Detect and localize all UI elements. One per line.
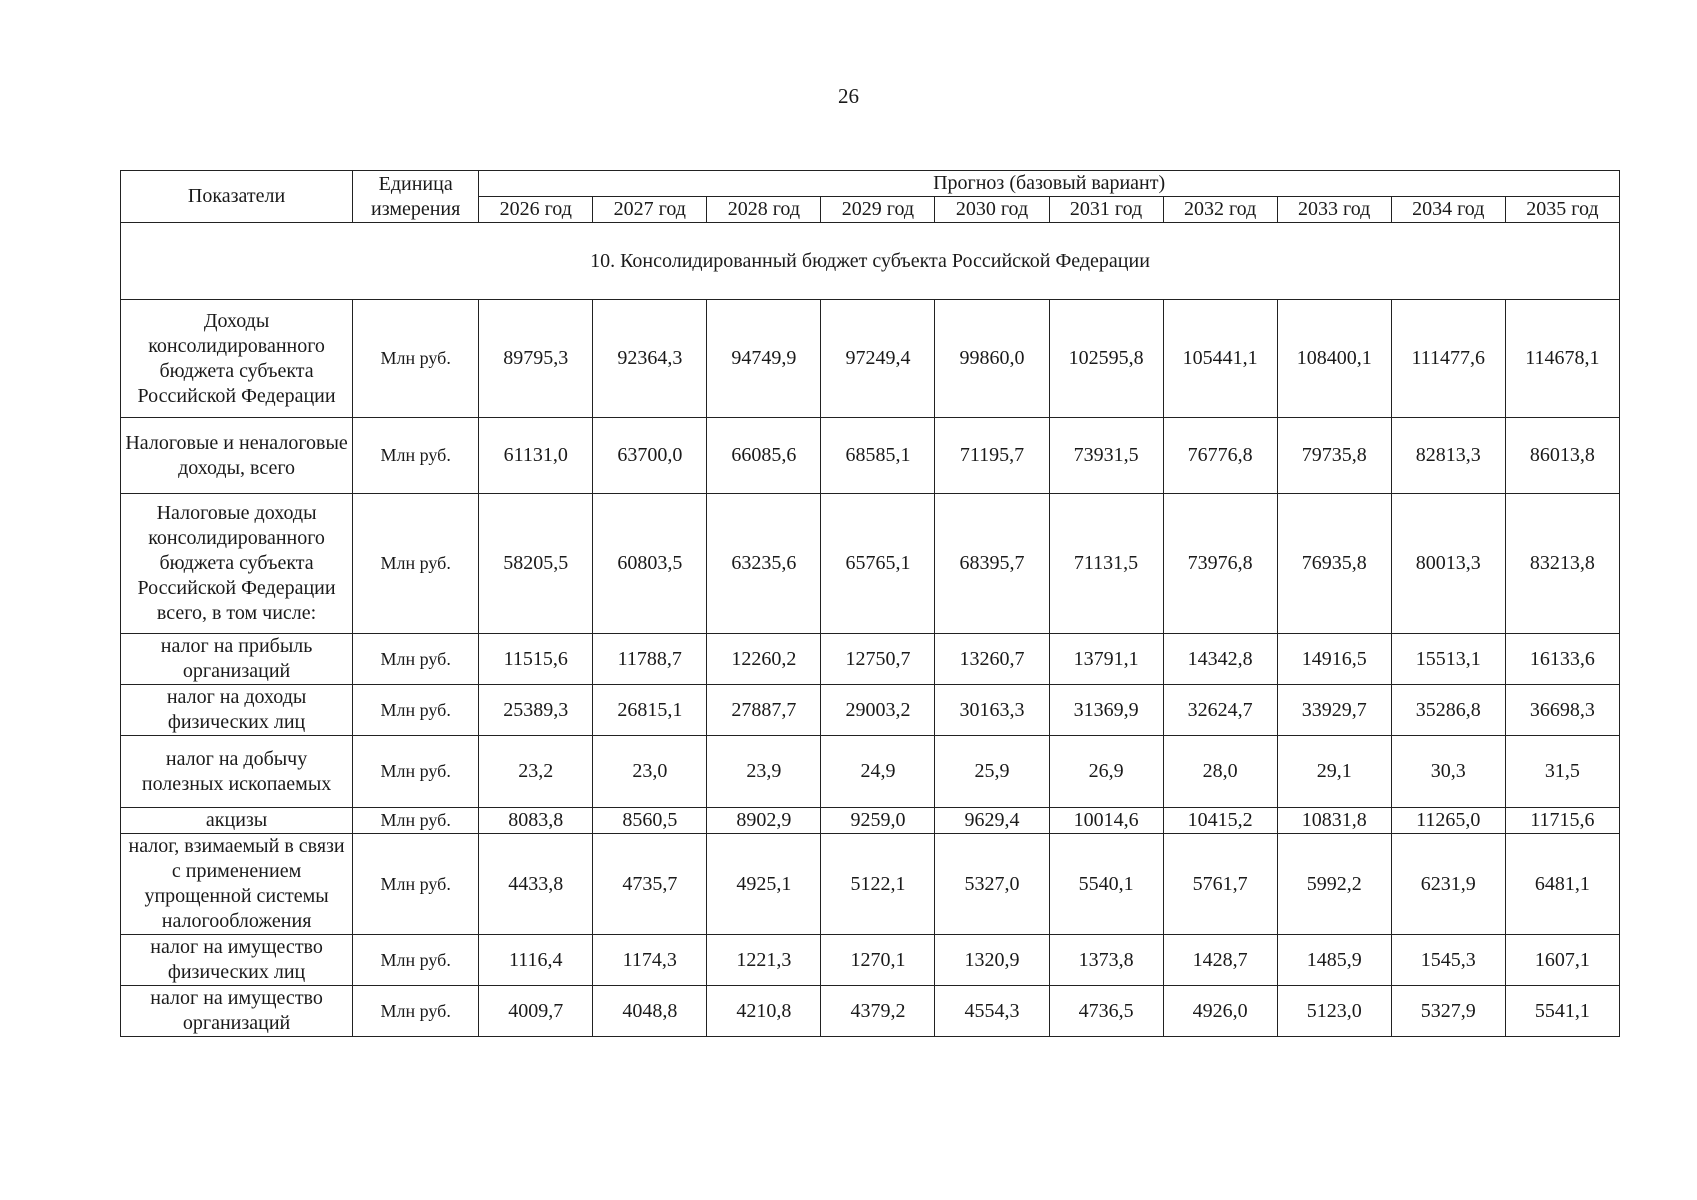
header-forecast: Прогноз (базовый вариант) xyxy=(479,171,1620,197)
row-unit: Млн руб. xyxy=(353,808,479,834)
row-unit: Млн руб. xyxy=(353,418,479,494)
cell-value: 4926,0 xyxy=(1163,986,1277,1037)
row-indicator-name: налог на имущество организаций xyxy=(121,986,353,1037)
cell-value: 27887,7 xyxy=(707,685,821,736)
cell-value: 1545,3 xyxy=(1391,935,1505,986)
row-indicator-name: Доходы консолидированного бюджета субъекта Российской Федерации xyxy=(121,300,353,418)
cell-value: 4210,8 xyxy=(707,986,821,1037)
table-row xyxy=(121,494,1620,634)
cell-value: 63235,6 xyxy=(707,494,821,634)
table-row xyxy=(121,736,1620,808)
table-row xyxy=(121,685,1620,736)
cell-value: 25,9 xyxy=(935,736,1049,808)
cell-value: 4433,8 xyxy=(479,834,593,935)
cell-value: 10415,2 xyxy=(1163,808,1277,834)
cell-value: 8083,8 xyxy=(479,808,593,834)
cell-value: 35286,8 xyxy=(1391,685,1505,736)
cell-value: 30163,3 xyxy=(935,685,1049,736)
table-row xyxy=(121,834,1620,935)
cell-value: 82813,3 xyxy=(1391,418,1505,494)
cell-value: 92364,3 xyxy=(593,300,707,418)
header-year: 2028 год xyxy=(707,197,821,223)
cell-value: 89795,3 xyxy=(479,300,593,418)
cell-value: 11788,7 xyxy=(593,634,707,685)
cell-value: 6231,9 xyxy=(1391,834,1505,935)
cell-value: 76776,8 xyxy=(1163,418,1277,494)
row-unit: Млн руб. xyxy=(353,935,479,986)
cell-value: 4554,3 xyxy=(935,986,1049,1037)
row-unit: Млн руб. xyxy=(353,986,479,1037)
cell-value: 68395,7 xyxy=(935,494,1049,634)
header-year: 2032 год xyxy=(1163,197,1277,223)
cell-value: 10014,6 xyxy=(1049,808,1163,834)
table-row xyxy=(121,300,1620,418)
header-indicators: Показатели xyxy=(121,171,353,223)
cell-value: 9259,0 xyxy=(821,808,935,834)
cell-value: 60803,5 xyxy=(593,494,707,634)
cell-value: 63700,0 xyxy=(593,418,707,494)
cell-value: 111477,6 xyxy=(1391,300,1505,418)
cell-value: 5540,1 xyxy=(1049,834,1163,935)
cell-value: 1221,3 xyxy=(707,935,821,986)
cell-value: 1485,9 xyxy=(1277,935,1391,986)
cell-value: 23,9 xyxy=(707,736,821,808)
cell-value: 79735,8 xyxy=(1277,418,1391,494)
table-row xyxy=(121,634,1620,685)
cell-value: 4048,8 xyxy=(593,986,707,1037)
cell-value: 5122,1 xyxy=(821,834,935,935)
cell-value: 33929,7 xyxy=(1277,685,1391,736)
header-year: 2029 год xyxy=(821,197,935,223)
cell-value: 1270,1 xyxy=(821,935,935,986)
row-indicator-name: налог на добычу полезных ископаемых xyxy=(121,736,353,808)
cell-value: 97249,4 xyxy=(821,300,935,418)
cell-value: 73931,5 xyxy=(1049,418,1163,494)
row-unit: Млн руб. xyxy=(353,300,479,418)
table-row xyxy=(121,986,1620,1037)
row-unit: Млн руб. xyxy=(353,634,479,685)
cell-value: 94749,9 xyxy=(707,300,821,418)
cell-value: 4735,7 xyxy=(593,834,707,935)
cell-value: 5327,9 xyxy=(1391,986,1505,1037)
table-row xyxy=(121,418,1620,494)
cell-value: 11515,6 xyxy=(479,634,593,685)
row-unit: Млн руб. xyxy=(353,834,479,935)
cell-value: 30,3 xyxy=(1391,736,1505,808)
row-indicator-name: акцизы xyxy=(121,808,353,834)
cell-value: 6481,1 xyxy=(1505,834,1619,935)
cell-value: 28,0 xyxy=(1163,736,1277,808)
cell-value: 73976,8 xyxy=(1163,494,1277,634)
cell-value: 24,9 xyxy=(821,736,935,808)
cell-value: 11715,6 xyxy=(1505,808,1619,834)
cell-value: 25389,3 xyxy=(479,685,593,736)
header-year: 2035 год xyxy=(1505,197,1619,223)
cell-value: 1174,3 xyxy=(593,935,707,986)
cell-value: 13791,1 xyxy=(1049,634,1163,685)
cell-value: 8902,9 xyxy=(707,808,821,834)
cell-value: 36698,3 xyxy=(1505,685,1619,736)
cell-value: 114678,1 xyxy=(1505,300,1619,418)
row-unit: Млн руб. xyxy=(353,685,479,736)
cell-value: 5541,1 xyxy=(1505,986,1619,1037)
header-year: 2030 год xyxy=(935,197,1049,223)
cell-value: 4736,5 xyxy=(1049,986,1163,1037)
cell-value: 13260,7 xyxy=(935,634,1049,685)
page-number: 26 xyxy=(838,84,859,108)
table-row xyxy=(121,935,1620,986)
forecast-table xyxy=(120,170,1620,1037)
cell-value: 5761,7 xyxy=(1163,834,1277,935)
cell-value: 29003,2 xyxy=(821,685,935,736)
cell-value: 76935,8 xyxy=(1277,494,1391,634)
cell-value: 1607,1 xyxy=(1505,935,1619,986)
row-indicator-name: Налоговые и неналоговые доходы, всего xyxy=(121,418,353,494)
cell-value: 83213,8 xyxy=(1505,494,1619,634)
cell-value: 8560,5 xyxy=(593,808,707,834)
section-title: 10. Консолидированный бюджет субъекта Российской Федерации xyxy=(121,223,1620,300)
cell-value: 5123,0 xyxy=(1277,986,1391,1037)
cell-value: 32624,7 xyxy=(1163,685,1277,736)
cell-value: 58205,5 xyxy=(479,494,593,634)
cell-value: 16133,6 xyxy=(1505,634,1619,685)
cell-value: 31,5 xyxy=(1505,736,1619,808)
cell-value: 71131,5 xyxy=(1049,494,1163,634)
cell-value: 105441,1 xyxy=(1163,300,1277,418)
row-indicator-name: налог на доходы физических лиц xyxy=(121,685,353,736)
cell-value: 1320,9 xyxy=(935,935,1049,986)
header-year: 2033 год xyxy=(1277,197,1391,223)
table-row xyxy=(121,808,1620,834)
cell-value: 1428,7 xyxy=(1163,935,1277,986)
cell-value: 11265,0 xyxy=(1391,808,1505,834)
row-unit: Млн руб. xyxy=(353,736,479,808)
cell-value: 26,9 xyxy=(1049,736,1163,808)
row-indicator-name: налог на имущество физических лиц xyxy=(121,935,353,986)
cell-value: 80013,3 xyxy=(1391,494,1505,634)
row-indicator-name: Налоговые доходы консолидированного бюджета субъекта Российской Федерации всего, в том числе: xyxy=(121,494,353,634)
cell-value: 66085,6 xyxy=(707,418,821,494)
cell-value: 9629,4 xyxy=(935,808,1049,834)
cell-value: 61131,0 xyxy=(479,418,593,494)
cell-value: 26815,1 xyxy=(593,685,707,736)
cell-value: 10831,8 xyxy=(1277,808,1391,834)
cell-value: 12260,2 xyxy=(707,634,821,685)
cell-value: 4009,7 xyxy=(479,986,593,1037)
cell-value: 14342,8 xyxy=(1163,634,1277,685)
cell-value: 12750,7 xyxy=(821,634,935,685)
cell-value: 5992,2 xyxy=(1277,834,1391,935)
row-indicator-name: налог, взимаемый в связи с применением упрощенной системы налогообложения xyxy=(121,834,353,935)
cell-value: 68585,1 xyxy=(821,418,935,494)
cell-value: 4925,1 xyxy=(707,834,821,935)
cell-value: 23,0 xyxy=(593,736,707,808)
cell-value: 15513,1 xyxy=(1391,634,1505,685)
cell-value: 99860,0 xyxy=(935,300,1049,418)
header-year: 2026 год xyxy=(479,197,593,223)
header-unit: Единица измерения xyxy=(353,171,479,223)
cell-value: 65765,1 xyxy=(821,494,935,634)
cell-value: 29,1 xyxy=(1277,736,1391,808)
cell-value: 1116,4 xyxy=(479,935,593,986)
header-year: 2027 год xyxy=(593,197,707,223)
cell-value: 86013,8 xyxy=(1505,418,1619,494)
cell-value: 108400,1 xyxy=(1277,300,1391,418)
cell-value: 23,2 xyxy=(479,736,593,808)
cell-value: 1373,8 xyxy=(1049,935,1163,986)
row-indicator-name: налог на прибыль организаций xyxy=(121,634,353,685)
cell-value: 102595,8 xyxy=(1049,300,1163,418)
cell-value: 31369,9 xyxy=(1049,685,1163,736)
cell-value: 4379,2 xyxy=(821,986,935,1037)
header-year: 2034 год xyxy=(1391,197,1505,223)
cell-value: 14916,5 xyxy=(1277,634,1391,685)
cell-value: 5327,0 xyxy=(935,834,1049,935)
header-year: 2031 год xyxy=(1049,197,1163,223)
cell-value: 71195,7 xyxy=(935,418,1049,494)
row-unit: Млн руб. xyxy=(353,494,479,634)
